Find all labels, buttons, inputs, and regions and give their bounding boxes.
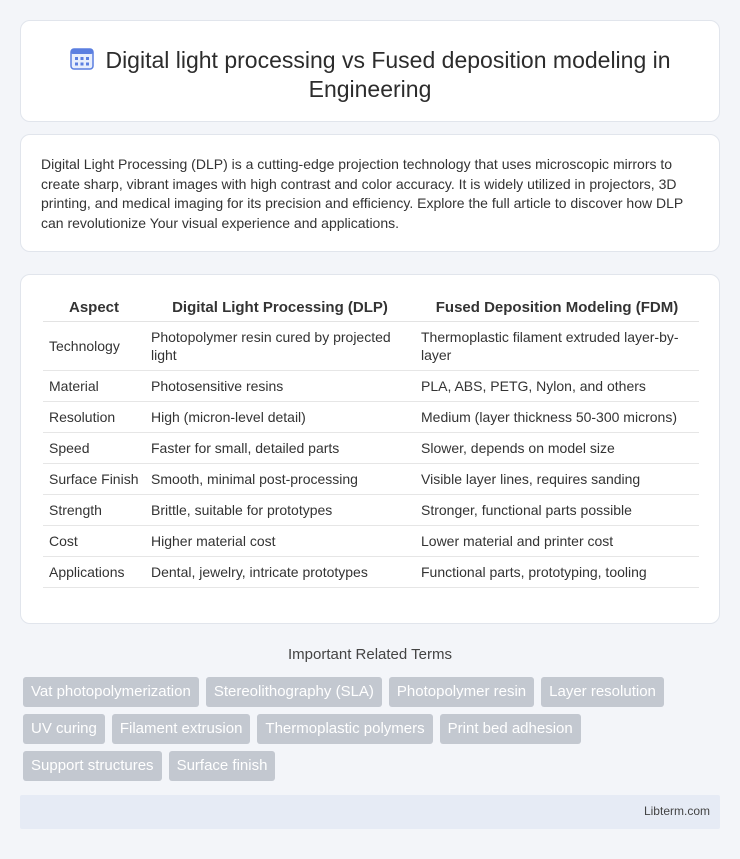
tag-support-structures[interactable]: Support structures bbox=[23, 751, 162, 781]
tag-layer-resolution[interactable]: Layer resolution bbox=[541, 677, 664, 707]
row-aspect: Strength bbox=[43, 494, 145, 525]
comparison-table bbox=[43, 295, 699, 588]
footer bbox=[20, 795, 720, 829]
related-terms-title: Important Related Terms bbox=[288, 646, 452, 663]
row-dlp-value: Faster for small, detailed parts bbox=[145, 432, 415, 463]
header-fdm: Fused Deposition Modeling (FDM) bbox=[415, 295, 699, 321]
page-title-wrap bbox=[51, 45, 689, 104]
row-fdm-value: PLA, ABS, PETG, Nylon, and others bbox=[415, 370, 699, 401]
row-dlp-value: High (micron-level detail) bbox=[145, 401, 415, 432]
row-fdm-value: Stronger, functional parts possible bbox=[415, 494, 699, 525]
footer-site-link[interactable]: Libterm.com bbox=[643, 804, 710, 818]
row-fdm-value: Thermoplastic filament extruded layer-by-layer bbox=[415, 321, 699, 370]
calendar-grid-icon bbox=[69, 45, 95, 71]
page-title: Digital light processing vs Fused deposition modeling in Engineering bbox=[105, 47, 671, 102]
row-fdm-value: Medium (layer thickness 50-300 microns) bbox=[415, 401, 699, 432]
table-row bbox=[43, 463, 699, 494]
table-row bbox=[43, 494, 699, 525]
tag-thermoplastic-polymers[interactable]: Thermoplastic polymers bbox=[257, 714, 432, 744]
row-fdm-value: Functional parts, prototyping, tooling bbox=[415, 556, 699, 587]
row-dlp-value: Smooth, minimal post-processing bbox=[145, 463, 415, 494]
row-dlp-value: Higher material cost bbox=[145, 525, 415, 556]
row-aspect: Material bbox=[43, 370, 145, 401]
tag-stereolithography[interactable]: Stereolithography (SLA) bbox=[206, 677, 382, 707]
row-dlp-value: Brittle, suitable for prototypes bbox=[145, 494, 415, 525]
tag-print-bed-adhesion[interactable]: Print bed adhesion bbox=[440, 714, 581, 744]
header-dlp: Digital Light Processing (DLP) bbox=[145, 295, 415, 321]
table-row bbox=[43, 525, 699, 556]
row-aspect: Technology bbox=[43, 321, 145, 370]
intro-text: Digital Light Processing (DLP) is a cutting-edge projection technology that uses microscopic mirrors to create sharp, vibrant images with high contrast and color accuracy. It is widely utilized in projectors, 3D printing, and medical imaging for its precision and efficiency. Explore the full article to discover how DLP can revolutionize Your visual experience and applications. bbox=[41, 156, 683, 231]
tag-filament-extrusion[interactable]: Filament extrusion bbox=[112, 714, 251, 744]
row-fdm-value: Visible layer lines, requires sanding bbox=[415, 463, 699, 494]
row-aspect: Surface Finish bbox=[43, 463, 145, 494]
row-aspect: Speed bbox=[43, 432, 145, 463]
table-row bbox=[43, 556, 699, 587]
row-aspect: Cost bbox=[43, 525, 145, 556]
comparison-card bbox=[20, 274, 720, 624]
table-header-row bbox=[43, 295, 699, 321]
row-aspect: Resolution bbox=[43, 401, 145, 432]
tag-uv-curing[interactable]: UV curing bbox=[23, 714, 105, 744]
row-aspect: Applications bbox=[43, 556, 145, 587]
table-row bbox=[43, 401, 699, 432]
row-dlp-value: Photosensitive resins bbox=[145, 370, 415, 401]
table-row bbox=[43, 432, 699, 463]
title-card bbox=[20, 20, 720, 122]
header-aspect: Aspect bbox=[43, 295, 145, 321]
row-fdm-value: Slower, depends on model size bbox=[415, 432, 699, 463]
row-dlp-value: Dental, jewelry, intricate prototypes bbox=[145, 556, 415, 587]
row-dlp-value: Photopolymer resin cured by projected light bbox=[145, 321, 415, 370]
table-row bbox=[43, 370, 699, 401]
row-fdm-value: Lower material and printer cost bbox=[415, 525, 699, 556]
intro-card bbox=[20, 134, 720, 252]
tag-surface-finish[interactable]: Surface finish bbox=[169, 751, 276, 781]
tag-photopolymer-resin[interactable]: Photopolymer resin bbox=[389, 677, 534, 707]
tag-vat-photopolymerization[interactable]: Vat photopolymerization bbox=[23, 677, 199, 707]
table-row bbox=[43, 321, 699, 370]
related-terms-list bbox=[23, 677, 713, 781]
